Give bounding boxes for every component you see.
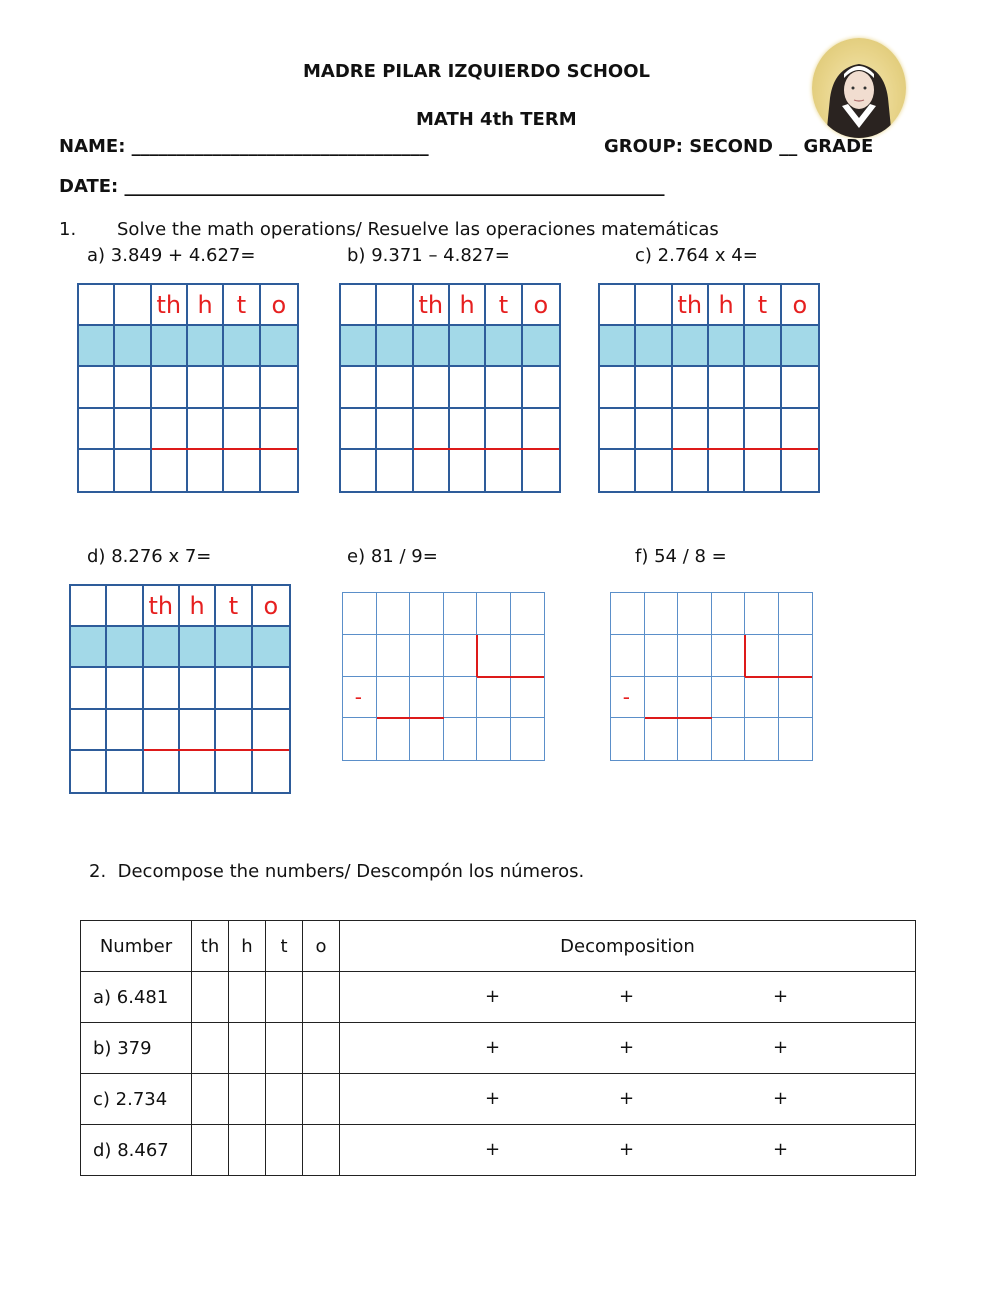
grid-e [342,592,545,761]
grid-cell[interactable] [645,593,679,635]
grid-cell[interactable] [477,718,511,760]
grid-cell[interactable] [636,326,672,367]
exercise1-number: 1. [59,219,77,240]
subtraction-line [377,717,444,719]
grid-cell[interactable] [115,367,151,408]
grid-cell[interactable] [779,718,813,760]
grid-cell[interactable] [782,367,818,408]
subtraction-line [645,717,712,719]
grid-b [339,283,561,493]
minus-sign: - [354,684,362,709]
place-header: o [523,285,559,326]
grid-cell[interactable] [779,593,813,635]
grid-a [77,283,299,493]
grid-cell[interactable] [188,367,224,408]
result-line [144,749,289,751]
grid-cell[interactable] [107,751,143,792]
grid-cell[interactable] [450,326,486,367]
exercise2-instruction: 2. Decompose the numbers/ Descompón los números. [89,861,585,882]
grid-cell[interactable] [107,586,143,627]
grid-cell[interactable] [216,710,252,751]
grid-cell[interactable] [107,627,143,668]
decomposition-cell[interactable] [340,972,916,1023]
name-field: NAME: _________________________________ [59,136,429,157]
grid-cell[interactable] [341,326,377,367]
grid-cell[interactable] [152,367,188,408]
t-cell[interactable] [266,1023,303,1074]
o-cell[interactable] [303,1023,340,1074]
grid-cell[interactable] [410,593,444,635]
grid-cell[interactable] [224,409,260,450]
grid-cell[interactable] [115,450,151,491]
grid-cell[interactable] [745,367,781,408]
row-number-cell: b) 379 [81,1023,192,1074]
term-title: MATH 4th TERM [416,109,577,130]
col-decomposition: Decomposition [340,921,916,972]
grid-cell[interactable] [636,285,672,326]
plus-sign: + [773,1037,789,1058]
grid-cell[interactable] [377,635,411,677]
plus-sign: + [773,986,789,1007]
grid-cell[interactable] [224,326,260,367]
grid-cell[interactable] [216,751,252,792]
grid-cell[interactable] [180,627,216,668]
grid-cell[interactable] [115,409,151,450]
grid-cell[interactable] [712,635,746,677]
col-th: th [192,921,229,972]
grid-cell[interactable] [414,326,450,367]
grid-cell[interactable] [253,668,289,709]
plus-sign: + [485,1139,501,1160]
item-b-label: b) 9.371 – 4.827= [347,245,510,266]
grid-cell[interactable] [414,450,450,491]
grid-cell[interactable] [377,326,413,367]
place-header: h [180,586,216,627]
grid-cell[interactable] [486,409,522,450]
grid-cell[interactable] [673,409,709,450]
place-header: t [216,586,252,627]
grid-cell[interactable] [600,326,636,367]
grid-cell[interactable] [377,409,413,450]
grid-cell[interactable] [341,450,377,491]
grid-cell[interactable] [745,718,779,760]
grid-cell[interactable] [144,627,180,668]
grid-cell[interactable] [71,668,107,709]
grid-cell[interactable] [216,627,252,668]
grid-cell[interactable] [511,718,545,760]
grid-cell[interactable] [611,635,645,677]
grid-cell[interactable] [152,409,188,450]
grid-cell[interactable] [180,710,216,751]
place-header: t [224,285,260,326]
grid-cell[interactable] [444,593,478,635]
grid-cell[interactable] [224,450,260,491]
grid-cell[interactable] [444,635,478,677]
th-cell[interactable] [192,1125,229,1176]
table-row [81,1023,916,1074]
th-cell[interactable] [192,1023,229,1074]
grid-f [610,592,813,761]
grid-cell[interactable] [523,326,559,367]
grid-cell[interactable] [410,635,444,677]
place-header: o [782,285,818,326]
grid-c [598,283,820,493]
grid-cell[interactable] [782,450,818,491]
grid-cell[interactable] [678,718,712,760]
grid-cell[interactable] [477,593,511,635]
table-header-row [81,921,916,972]
grid-cell[interactable] [261,409,297,450]
founder-portrait [812,38,906,138]
grid-cell[interactable] [611,593,645,635]
plus-sign: + [485,1088,501,1109]
decomposition-cell[interactable] [340,1074,916,1125]
grid-cell[interactable] [523,409,559,450]
grid-cell[interactable] [486,450,522,491]
decomposition-table [80,920,916,1176]
table-row [81,972,916,1023]
grid-cell[interactable] [261,326,297,367]
grid-cell[interactable] [523,367,559,408]
grid-cell[interactable] [71,627,107,668]
item-c-label: c) 2.764 x 4= [635,245,758,266]
item-a-label: a) 3.849 + 4.627= [87,245,256,266]
date-field: DATE: ____________________________________________________________ [59,176,665,197]
result-line [414,448,559,450]
grid-cell[interactable] [511,677,545,719]
o-cell[interactable] [303,1125,340,1176]
grid-cell[interactable] [673,326,709,367]
place-header: t [486,285,522,326]
h-cell[interactable] [229,1023,266,1074]
grid-cell[interactable] [343,718,377,760]
grid-cell[interactable] [341,285,377,326]
col-h: h [229,921,266,972]
place-header: th [673,285,709,326]
grid-cell[interactable] [645,718,679,760]
result-line [152,448,297,450]
place-header: h [450,285,486,326]
grid-cell[interactable] [188,326,224,367]
grid-cell[interactable] [71,586,107,627]
grid-cell[interactable] [712,593,746,635]
place-header: o [261,285,297,326]
th-cell[interactable] [192,1074,229,1125]
grid-cell[interactable] [745,450,781,491]
grid-cell[interactable] [79,450,115,491]
grid-cell[interactable] [709,367,745,408]
place-header: th [414,285,450,326]
result-line [673,448,818,450]
grid-cell[interactable] [444,718,478,760]
grid-cell[interactable] [600,367,636,408]
plus-sign: + [773,1139,789,1160]
grid-cell[interactable] [600,450,636,491]
place-header: h [188,285,224,326]
grid-cell[interactable] [341,367,377,408]
grid-cell[interactable] [450,450,486,491]
grid-cell[interactable] [343,635,377,677]
col-t: t [266,921,303,972]
grid-cell[interactable] [107,668,143,709]
t-cell[interactable] [266,1074,303,1125]
grid-cell[interactable] [477,635,511,677]
grid-cell[interactable] [745,409,781,450]
grid-cell[interactable] [180,668,216,709]
grid-cell[interactable] [107,710,143,751]
grid-cell[interactable] [377,593,411,635]
o-cell[interactable] [303,1074,340,1125]
grid-cell[interactable] [782,326,818,367]
plus-sign: + [619,986,635,1007]
grid-cell[interactable] [779,635,813,677]
grid-cell[interactable] [523,450,559,491]
grid-cell[interactable] [645,677,679,719]
grid-cell[interactable] [343,593,377,635]
grid-cell[interactable] [414,409,450,450]
t-cell[interactable] [266,972,303,1023]
grid-cell[interactable] [450,409,486,450]
plus-sign: + [485,986,501,1007]
grid-cell[interactable] [253,710,289,751]
place-header: t [745,285,781,326]
division-bracket-horizontal [477,676,544,678]
grid-cell[interactable] [377,677,411,719]
place-header: o [253,586,289,627]
decomposition-cell[interactable] [340,1023,916,1074]
grid-cell[interactable] [709,450,745,491]
grid-cell[interactable] [511,635,545,677]
o-cell[interactable] [303,972,340,1023]
grid-cell[interactable] [782,409,818,450]
grid-cell[interactable] [745,593,779,635]
grid-cell[interactable] [253,751,289,792]
grid-cell[interactable] [261,450,297,491]
row-number-cell: a) 6.481 [81,972,192,1023]
grid-cell[interactable] [636,450,672,491]
grid-cell[interactable] [79,326,115,367]
h-cell[interactable] [229,972,266,1023]
grid-cell[interactable] [673,367,709,408]
grid-cell[interactable] [71,710,107,751]
minus-sign: - [622,684,630,709]
grid-cell[interactable] [377,367,413,408]
grid-cell[interactable] [450,367,486,408]
grid-cell[interactable] [115,285,151,326]
grid-cell[interactable] [636,367,672,408]
grid-cell[interactable] [115,326,151,367]
grid-cell[interactable] [71,751,107,792]
plus-sign: + [619,1139,635,1160]
grid-cell[interactable] [377,285,413,326]
grid-cell[interactable] [673,450,709,491]
grid-cell[interactable] [414,367,450,408]
plus-sign: + [619,1037,635,1058]
plus-sign: + [773,1088,789,1109]
row-number-cell: c) 2.734 [81,1074,192,1125]
row-number-cell: d) 8.467 [81,1125,192,1176]
h-cell[interactable] [229,1125,266,1176]
grid-cell[interactable] [253,627,289,668]
col-number: Number [81,921,192,972]
grid-cell[interactable] [709,326,745,367]
grid-cell[interactable] [216,668,252,709]
grid-cell[interactable] [377,450,413,491]
grid-cell[interactable] [377,718,411,760]
grid-cell[interactable] [745,677,779,719]
item-f-label: f) 54 / 8 = [635,546,727,567]
grid-d [69,584,291,794]
grid-cell[interactable] [745,326,781,367]
h-cell[interactable] [229,1074,266,1125]
grid-cell[interactable] [144,751,180,792]
grid-cell[interactable] [79,367,115,408]
grid-cell[interactable] [410,677,444,719]
grid-cell[interactable] [709,409,745,450]
grid-cell[interactable] [678,635,712,677]
item-d-label: d) 8.276 x 7= [87,546,212,567]
place-header: th [152,285,188,326]
school-title: MADRE PILAR IZQUIERDO SCHOOL [303,61,650,82]
grid-cell[interactable] [712,677,746,719]
th-cell[interactable] [192,972,229,1023]
grid-cell[interactable] [636,409,672,450]
grid-cell[interactable] [600,285,636,326]
place-header: th [144,586,180,627]
place-header: h [709,285,745,326]
group-field: GROUP: SECOND __ GRADE [604,136,874,157]
grid-cell[interactable] [341,409,377,450]
grid-cell[interactable] [224,367,260,408]
grid-cell[interactable] [678,677,712,719]
col-o: o [303,921,340,972]
grid-cell[interactable] [410,718,444,760]
grid-cell[interactable] [180,751,216,792]
exercise1-instruction: Solve the math operations/ Resuelve las operaciones matemáticas [117,219,719,240]
division-bracket-vertical [744,635,746,677]
grid-cell[interactable] [79,409,115,450]
grid-cell[interactable] [188,450,224,491]
plus-sign: + [619,1088,635,1109]
grid-cell[interactable] [144,668,180,709]
plus-sign: + [485,1037,501,1058]
division-bracket-vertical [476,635,478,677]
grid-cell[interactable] [144,710,180,751]
grid-cell[interactable] [79,285,115,326]
grid-cell[interactable] [486,367,522,408]
grid-cell[interactable] [678,593,712,635]
grid-cell[interactable] [611,718,645,760]
grid-cell[interactable] [745,635,779,677]
grid-cell[interactable] [444,677,478,719]
item-e-label: e) 81 / 9= [347,546,438,567]
grid-cell[interactable] [477,677,511,719]
grid-cell[interactable] [261,367,297,408]
table-row [81,1125,916,1176]
grid-cell[interactable] [600,409,636,450]
grid-cell[interactable] [486,326,522,367]
grid-cell[interactable] [152,450,188,491]
division-bracket-horizontal [745,676,812,678]
grid-cell[interactable] [712,718,746,760]
table-row [81,1074,916,1125]
decomposition-cell[interactable] [340,1125,916,1176]
t-cell[interactable] [266,1125,303,1176]
grid-cell[interactable] [511,593,545,635]
grid-cell[interactable] [188,409,224,450]
grid-cell[interactable] [779,677,813,719]
grid-cell[interactable] [645,635,679,677]
grid-cell[interactable] [152,326,188,367]
